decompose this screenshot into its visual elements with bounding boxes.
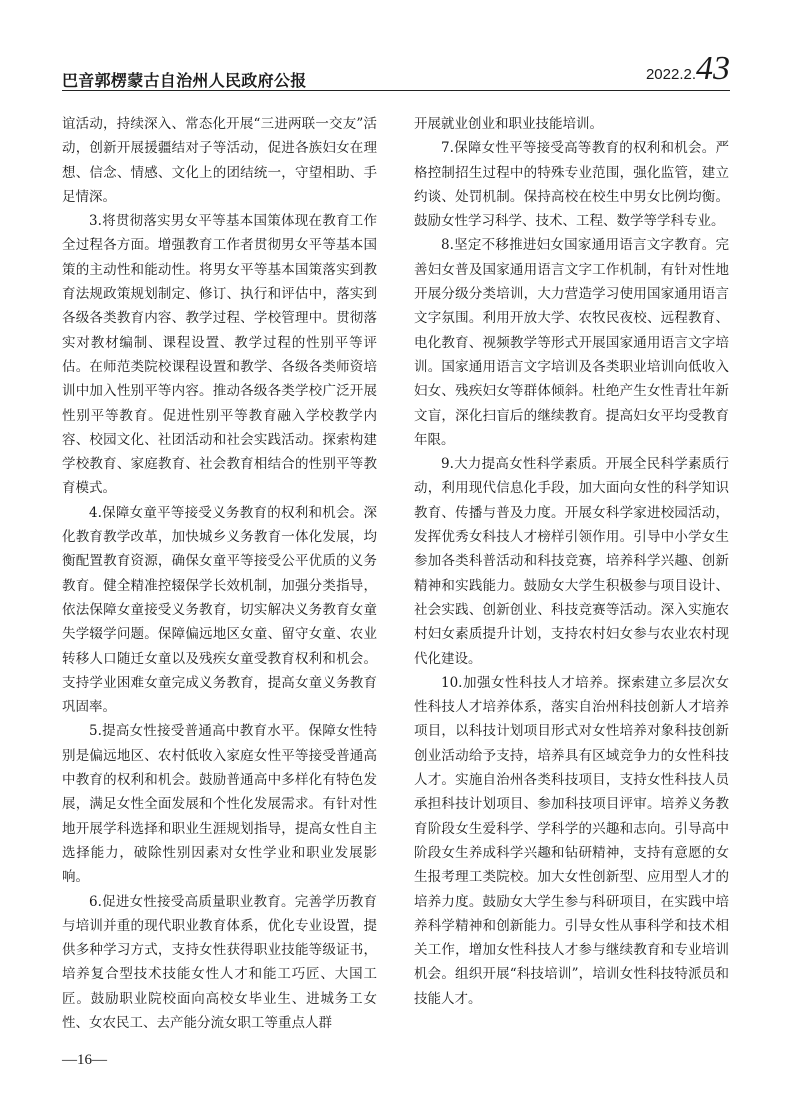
paragraph: 6.促进女性接受高质量职业教育。完善学历教育与培训并重的现代职业教育体系，优化专业设置，提供多种学习方式，支持女性获得职业技能等级证书，培养复合型技术技能女性人才和能工巧匠、大国工匠。鼓励职业院校面向高校女毕业生、进城务工女性、女农民工、去产能分流女职工等重点人群 (62, 893, 377, 1031)
issue-date: 2022.2. (645, 66, 696, 83)
paragraph: 3.将贯彻落实男女平等基本国策体现在教育工作全过程各方面。增强教育工作者贯彻男女平等基本国策的主动性和能动性。将男女平等基本国策落实到教育法规政策规划制定、修订、执行和评估中，落实到各级各类教育内容、教学过程、学校管理中。贯彻落实对教材编制、课程设置、教学过程的性别平等评估。在师范类院校课程设置和教学、各级各类师资培训中加入性别平等内容。推动各级各类学校广泛开展性别平等教育。促进性别平等教育融入学校教学内容、校园文化、社团活动和社会实践活动。探索构建学校教育、家庭教育、社会教育相结合的性别平等教育模式。 (62, 213, 377, 497)
left-text-column (62, 112, 377, 1035)
issue-info (646, 52, 730, 86)
journal-page-number: 43 (696, 50, 730, 87)
paragraph: 5.提高女性接受普通高中教育水平。保障女性特别是偏远地区、农村低收入家庭女性平等接受普通高中教育的权利和机会。鼓励普通高中多样化有特色发展，满足女性全面发展和个性化发展需求。有针对性地开展学科选择和职业生涯规划指导，提高女性自主选择能力，破除性别因素对女性学业和职业发展影响。 (62, 723, 377, 886)
paragraph: 谊活动，持续深入、常态化开展“三进两联一交友”活动，创新开展援疆结对子等活动，促进各族妇女在理想、信念、情感、文化上的团结统一，守望相助、手足情深。 (62, 116, 377, 205)
page-header (62, 50, 730, 90)
paragraph: 4.保障女童平等接受义务教育的权利和机会。深化教育教学改革，加快城乡义务教育一体化发展，均衡配置教育资源，确保女童平等接受公平优质的义务教育。健全精准控辍保学长效机制，加强分类指导，依法保障女童接受义务教育，切实解决义务教育女童失学辍学问题。保障偏远地区女童、留守女童、农业转移人口随迁女童以及残疾女童受教育权利和机会。支持学业困难女童完成义务教育，提高女童义务教育巩固率。 (62, 504, 377, 716)
paragraph: 8.坚定不移推进妇女国家通用语言文字教育。完善妇女普及国家通用语言文字工作机制，有针对性地开展分级分类培训，大力营造学习使用国家通用语言文字氛围。利用开放大学、农牧民夜校、远程教育、电化教育、视频教学等形式开展国家通用语言文字培训。国家通用语言文字培训及各类职业培训向低收入妇女、残疾妇女等群体倾斜。杜绝产生女性青壮年新文盲，深化扫盲后的继续教育。提高妇女平均受教育年限。 (414, 237, 729, 448)
right-text-column (414, 112, 729, 1011)
paragraph: 10.加强女性科技人才培养。探索建立多层次女性科技人才培养体系，落实自治州科技创新人才培养项目，以科技计划项目形式对女性培养对象科技创新创业活动给予支持，培养具有区域竞争力的女性科技人才。实施自治州各类科技项目，支持女性科技人员承担科技计划项目、参加科技项目评审。培养义务教育阶段女生爱科学、学科学的兴趣和志向。引导高中阶段女生养成科学兴趣和钻研精神，支持有意愿的女生报考理工类院校。加大女性创新型、应用型人才的培养力度。鼓励女大学生参与科研项目，在实践中培养科学精神和创新能力。引导女性从事科学和技术相关工作，增加女性科技人才参与继续教育和专业培训机会。组织开展“科技培训”，培训女性科技特派员和技能人才。 (414, 674, 729, 1007)
header-divider (62, 90, 730, 91)
paragraph: 9.大力提高女性科学素质。开展全民科学素质行动，利用现代信息化手段，加大面向女性的科学知识教育、传播与普及力度。开展女科学家进校园活动，发挥优秀女科技人才榜样引领作用。引导中小学女生参加各类科普活动和科技竞赛，培养科学兴趣、创新精神和实践能力。鼓励女大学生积极参与项目设计、社会实践、创新创业、科技竞赛等活动。深入实施农村妇女素质提升计划，支持农村妇女参与农业农村现代化建设。 (414, 456, 729, 667)
paragraph: 7.保障女性平等接受高等教育的权利和机会。严格控制招生过程中的特殊专业范围，强化监管，建立约谈、处罚机制。保持高校在校生中男女比例均衡。鼓励女性学习科学、技术、工程、数学等学科专业。 (414, 140, 729, 230)
paragraph: 开展就业创业和职业技能培训。 (414, 116, 603, 132)
publication-title: 巴音郭楞蒙古自治州人民政府公报 (62, 71, 307, 90)
document-page-number: —16— (62, 1052, 107, 1068)
